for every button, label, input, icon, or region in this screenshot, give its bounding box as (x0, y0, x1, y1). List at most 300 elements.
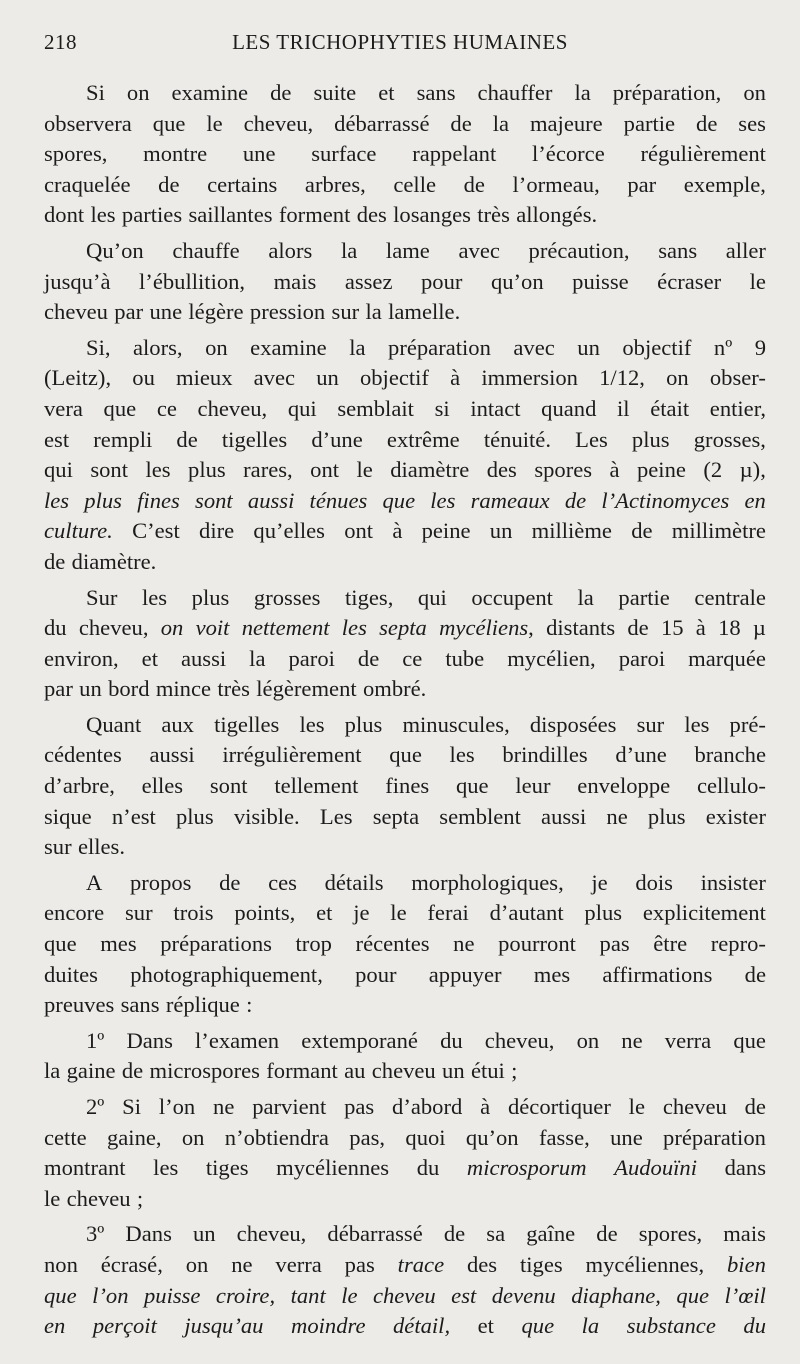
word: millimètre (671, 518, 766, 544)
word: substance (626, 1313, 716, 1339)
word: pour (355, 961, 397, 987)
word: peine (636, 457, 686, 483)
word: preuves (44, 992, 115, 1018)
word: septa (379, 615, 427, 641)
word: cheveu, (243, 110, 314, 136)
word: verra (664, 1027, 712, 1053)
word: aller (725, 237, 766, 263)
text-line (44, 960, 766, 991)
word: ombré. (362, 676, 427, 702)
word: plus (647, 803, 686, 829)
word: spores (534, 457, 593, 483)
word: peine (421, 518, 471, 544)
word: le (356, 457, 373, 483)
word: sans (416, 80, 456, 105)
word: sur (125, 900, 153, 926)
word: préparation, (612, 80, 722, 105)
word: légèrement (256, 676, 357, 702)
word: de (564, 487, 587, 513)
word: on (666, 365, 689, 391)
word: l’œil (724, 1282, 766, 1308)
word: chauffe (172, 237, 240, 263)
word: explicitement (642, 900, 766, 926)
text-line (44, 1026, 766, 1057)
word: 18 (718, 615, 741, 641)
word: occupent (471, 584, 553, 610)
word: diamètre (390, 457, 470, 483)
word: craquelée (44, 171, 131, 197)
word: semblent (439, 803, 521, 829)
word: parvient (252, 1094, 327, 1119)
word: sur (44, 834, 72, 860)
text-line (44, 710, 766, 741)
word: préparation (663, 1124, 766, 1150)
word: 3º (86, 1221, 105, 1247)
text-line (44, 1250, 766, 1281)
body-text (44, 78, 766, 1342)
word: les (153, 1155, 179, 1181)
word: la (365, 299, 382, 325)
word: forment (278, 202, 351, 228)
word: très (477, 202, 510, 228)
text-line (44, 547, 766, 578)
text-line (44, 1219, 766, 1250)
word: suite (313, 80, 357, 105)
word: cheveu, (78, 615, 149, 641)
word: en (744, 487, 766, 513)
word: que (389, 742, 422, 768)
word: gaîne (526, 1221, 576, 1247)
word: (2 (703, 457, 723, 483)
word: l’ébullition, (139, 268, 246, 294)
word: Dans (126, 1027, 173, 1053)
word: qui (287, 395, 317, 421)
word: du (440, 1027, 463, 1053)
text-line (44, 868, 766, 899)
word: détail, (393, 1313, 451, 1339)
word: sur (636, 711, 665, 737)
word: : (246, 992, 253, 1018)
word: nettement (241, 615, 330, 641)
word: marquée (688, 645, 766, 671)
word: les (90, 202, 116, 228)
word: parties (121, 202, 183, 228)
word: plus (584, 900, 623, 926)
word: losanges (393, 202, 471, 228)
text-line (44, 333, 766, 364)
word: les (141, 584, 168, 610)
word: appuyer (428, 961, 502, 987)
word: objectif (622, 334, 692, 360)
word: sont (209, 773, 248, 799)
word: plus (175, 803, 214, 829)
word: de (596, 1221, 618, 1247)
word: réplique (165, 992, 240, 1018)
word: sur (331, 299, 360, 325)
word: septa (372, 803, 420, 829)
word: de (219, 869, 241, 895)
word: écraser (657, 268, 722, 294)
word: qu’elles (253, 518, 325, 544)
text-line (44, 455, 766, 486)
word: brindilles (502, 742, 588, 768)
text-line (44, 516, 766, 547)
word: à (450, 365, 461, 391)
word: extemporané (301, 1027, 418, 1053)
word: à (609, 457, 620, 483)
word: pré- (729, 711, 766, 737)
word: verra (275, 1251, 322, 1277)
word: elles (141, 773, 184, 799)
word: une (610, 1124, 643, 1150)
word: à (695, 615, 706, 641)
word: entier, (709, 395, 766, 421)
word: avec (513, 334, 555, 360)
word: Audouïni (614, 1155, 697, 1181)
word: du (743, 1313, 766, 1339)
text-line (44, 613, 766, 644)
text-line (44, 170, 766, 201)
word: à (480, 1094, 491, 1119)
word: de (443, 1221, 466, 1247)
text-line (44, 644, 766, 675)
text-line (44, 929, 766, 960)
word: minuscules, (402, 711, 510, 737)
word: l’on (158, 1094, 196, 1119)
word: µ), (739, 457, 766, 483)
word: trop (295, 931, 332, 957)
word: détails (324, 869, 384, 895)
word: et (378, 80, 395, 105)
text-line (44, 1153, 766, 1184)
word: de (450, 110, 472, 136)
word: de (744, 1094, 766, 1119)
word: aussi (149, 742, 195, 768)
word: intact (470, 395, 521, 421)
word: de (627, 615, 649, 641)
word: des (466, 1251, 498, 1277)
word: ont (310, 457, 340, 483)
word: ne (213, 1094, 235, 1119)
word: la (492, 110, 509, 136)
word: un (79, 676, 102, 702)
word: de (463, 171, 485, 197)
word: que (44, 1282, 77, 1308)
word: obser- (709, 365, 766, 391)
word: la (349, 334, 366, 360)
word: aussi (541, 803, 587, 829)
word: microsporum (466, 1155, 587, 1181)
word: et (316, 900, 333, 926)
word: je (353, 900, 370, 926)
word: Si, (86, 334, 111, 360)
word: Quant (86, 711, 142, 737)
word: sans (658, 237, 698, 263)
word: avec (458, 237, 500, 263)
word: que (676, 1282, 710, 1308)
word: par (627, 171, 657, 197)
text-line (44, 363, 766, 394)
word: récentes (355, 931, 430, 957)
word: 2º (86, 1094, 105, 1119)
word: cheveu, (197, 395, 268, 421)
word: le (628, 1094, 645, 1119)
word: de (121, 1058, 144, 1084)
word: cédentes (44, 742, 122, 768)
word: objectif (359, 365, 429, 391)
word: qu’on (490, 268, 544, 294)
word: de (176, 426, 198, 452)
word: les (341, 615, 367, 641)
word: repro- (710, 931, 766, 957)
word: un (442, 1058, 465, 1084)
word: on (126, 80, 150, 105)
word: croire, (215, 1282, 276, 1308)
word: visible. (233, 803, 300, 829)
word: tellement (274, 773, 359, 799)
word: ce (156, 395, 177, 421)
word: insister (700, 869, 766, 895)
word: que (733, 1027, 766, 1053)
word: les (299, 711, 325, 737)
word: tiges (519, 1251, 563, 1277)
word: mycélien, (507, 645, 596, 671)
word: cheveu, (484, 1027, 555, 1053)
word: formant (266, 1058, 338, 1084)
word: on (576, 1027, 600, 1053)
word: que (382, 487, 416, 513)
word: rempli (93, 426, 153, 452)
word: par (44, 676, 73, 702)
word: fasse, (538, 1124, 590, 1150)
word: perçoit (92, 1313, 157, 1339)
word: disposées (529, 711, 617, 737)
word: d’arbre, (44, 773, 115, 799)
text-line (44, 109, 766, 140)
word: du (44, 615, 67, 641)
text-line (44, 1092, 766, 1123)
word: Si (86, 80, 105, 105)
word: tiges, (345, 584, 394, 610)
word: arbres, (304, 171, 366, 197)
word: de (44, 548, 66, 574)
word: non (44, 1251, 78, 1277)
word: tube (445, 645, 485, 671)
word: le (44, 1185, 61, 1211)
word: enveloppe (577, 773, 671, 799)
word: être (653, 931, 688, 957)
word: de (631, 518, 653, 544)
word: diaphane, (571, 1282, 661, 1308)
word: mycéliennes (276, 1155, 390, 1181)
word: centrale (694, 584, 766, 610)
word: devenu (491, 1282, 556, 1308)
word: culture. (44, 518, 113, 544)
word: mycéliennes, (585, 1251, 705, 1277)
word: préparations (160, 931, 272, 957)
word: mieux (176, 365, 233, 391)
word: on (185, 1251, 209, 1277)
word: préparation (388, 334, 491, 360)
word: que (521, 1313, 555, 1339)
word: trace (397, 1251, 445, 1277)
word: d’autant (489, 900, 564, 926)
word: dire (199, 518, 235, 544)
running-title: LES TRICHOPHYTIES HUMAINES (232, 30, 568, 54)
word: Sur (86, 584, 118, 610)
word: que (455, 773, 489, 799)
word: mes (533, 961, 571, 987)
word: il (617, 395, 630, 421)
word: 15 (660, 615, 684, 641)
word: elles. (77, 834, 125, 860)
word: plus (84, 487, 122, 513)
word: quoi (405, 1124, 446, 1150)
text-line (44, 394, 766, 425)
text-line (44, 802, 766, 833)
word: ténuité. (483, 426, 551, 452)
word: paroi (288, 645, 335, 671)
word: qui (417, 584, 447, 610)
word: plus (631, 426, 670, 452)
word: l’on (92, 1282, 129, 1308)
word: de (744, 961, 766, 987)
text-line (44, 200, 766, 231)
word: ne (621, 1027, 643, 1053)
word: décortiquer (507, 1094, 611, 1119)
word: ; (511, 1058, 518, 1084)
word: un (489, 518, 513, 544)
text-line (44, 1056, 766, 1087)
word: morphologiques, (411, 869, 564, 895)
word: débarrassé (327, 1221, 423, 1247)
word: photographiquement, (130, 961, 323, 987)
word: en (44, 1313, 66, 1339)
text-line (44, 674, 766, 705)
word: 1º (86, 1027, 105, 1053)
word: cheveu (371, 1058, 436, 1084)
word: n’obtiendra (224, 1124, 329, 1150)
word: assez (344, 268, 393, 294)
word: est (44, 426, 70, 452)
page-number: 218 (44, 30, 77, 54)
word: sont (195, 487, 233, 513)
word: gaine, (106, 1124, 162, 1150)
word: à (392, 518, 403, 544)
word: la (574, 80, 591, 105)
word: que (152, 110, 186, 136)
word: ou (132, 365, 155, 391)
word: le (206, 110, 223, 136)
word: que (44, 931, 77, 957)
word: un (316, 365, 339, 391)
text-line (44, 990, 766, 1021)
word: le (341, 1282, 358, 1308)
word: ses (738, 110, 766, 136)
word: exister (705, 803, 766, 829)
word: moindre (291, 1313, 366, 1339)
word: lame (385, 237, 430, 263)
word: cheveu (44, 299, 108, 325)
word: cette (44, 1124, 87, 1150)
word: plus (191, 584, 230, 610)
text-line (44, 425, 766, 456)
word: majeure (529, 110, 603, 136)
word: propos (129, 869, 192, 895)
word: exemple, (683, 171, 766, 197)
word: observera (44, 110, 132, 136)
word: ne (453, 931, 475, 957)
word: n’est (111, 803, 156, 829)
word: Les (575, 426, 608, 452)
word: microspores (149, 1058, 260, 1084)
word: les (449, 742, 475, 768)
word: légère (188, 299, 244, 325)
word: écrasé, (100, 1251, 163, 1277)
word: mince (155, 676, 212, 702)
word: étui (470, 1058, 505, 1084)
word: tiges (205, 1155, 249, 1181)
word: aux (161, 711, 194, 737)
word: aussi (247, 487, 295, 513)
word: on (181, 1124, 205, 1150)
word: pression (249, 299, 326, 325)
text-line (44, 583, 766, 614)
word: distants (546, 615, 616, 641)
word: ne (231, 1251, 253, 1277)
word: était (650, 395, 690, 421)
word: leur (515, 773, 551, 799)
word: on (743, 80, 766, 105)
word: voit (195, 615, 230, 641)
text-line (44, 78, 766, 109)
word: sont (90, 457, 128, 483)
word: certains (207, 171, 278, 197)
word: dont (44, 202, 85, 228)
word: sa (486, 1221, 506, 1247)
word: gaine (66, 1058, 116, 1084)
word: rappelant (412, 141, 497, 167)
word: sique (44, 803, 92, 829)
text-line (44, 1281, 766, 1312)
word: tant (290, 1282, 326, 1308)
word: puisse (143, 1282, 201, 1308)
word: cheveu (372, 1282, 436, 1308)
word: mais (723, 1221, 766, 1247)
word: lamelle. (388, 299, 461, 325)
word: millième (531, 518, 612, 544)
word: les (430, 487, 456, 513)
word: ferai (427, 900, 469, 926)
word: par (114, 299, 144, 325)
word: spores, (44, 141, 108, 167)
word: branche (694, 742, 766, 768)
word: plus (344, 711, 383, 737)
word: est (451, 1282, 477, 1308)
word: des (356, 202, 387, 228)
word: diamètre. (71, 548, 157, 574)
word: dois (635, 869, 673, 895)
word: pour (421, 268, 463, 294)
text-line (44, 740, 766, 771)
word: montrant (44, 1155, 126, 1181)
word: une (242, 141, 276, 167)
word: alors, (133, 334, 183, 360)
word: du (416, 1155, 440, 1181)
word: la (581, 1313, 600, 1339)
word: un (577, 334, 600, 360)
word: ces (268, 869, 297, 895)
